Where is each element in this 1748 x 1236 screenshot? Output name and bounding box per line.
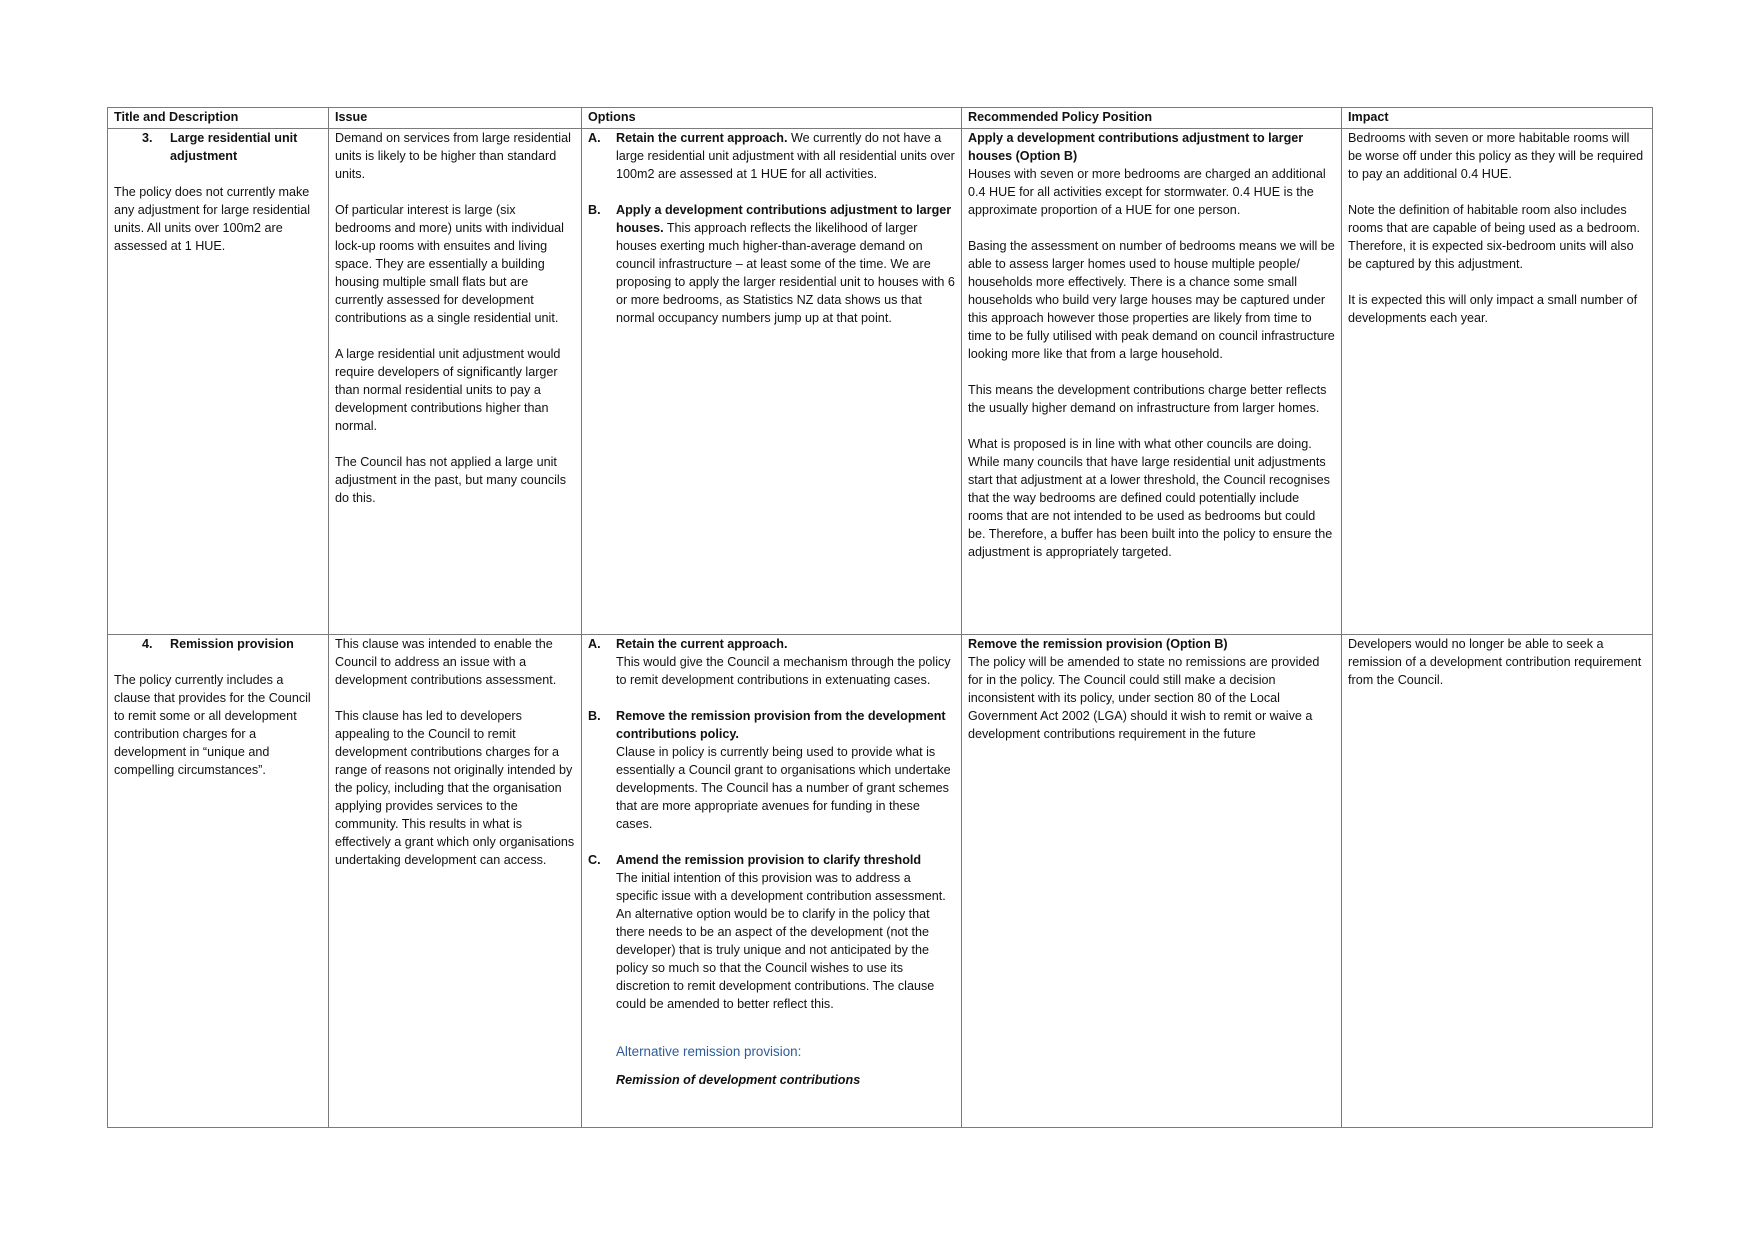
option-text: Clause in policy is currently being used to provide what is essentially a Council grant to organisations which undertake developments. The Council has a number of grant schemes that are more appropriate avenues for funding in these cases. [616, 745, 951, 831]
impact-paragraph: Bedrooms with seven or more habitable rooms will be worse off under this policy as they will be required to pay an additional 0.4 HUE. [1348, 131, 1644, 181]
title-cell [108, 129, 329, 635]
table-row [108, 635, 1653, 1128]
impact-paragraph: Note the definition of habitable room also includes rooms that are capable of being used as a bedroom. Therefore, it is expected six-bedroom units will also be captured by this adjustment. [1348, 203, 1640, 271]
issue-paragraph: The Council has not applied a large unit adjustment in the past, but many councils do this. [335, 455, 567, 505]
option-item [588, 201, 955, 327]
table-row [108, 129, 1653, 635]
option-heading: Apply a development contributions adjustment to larger houses. [616, 203, 952, 235]
impact-cell [1342, 635, 1653, 1128]
option-letter: A. [588, 131, 601, 145]
option-item [588, 129, 955, 183]
header-row [108, 108, 1653, 129]
impact-paragraph: It is expected this will only impact a small number of developments each year. [1348, 293, 1638, 325]
header-issue: Issue [329, 108, 582, 129]
policy-table [107, 107, 1653, 1128]
recommended-cell [962, 129, 1342, 635]
issue-paragraph: This clause was intended to enable the Council to address an issue with a development contributions assessment. [335, 637, 557, 687]
recommended-heading: Apply a development contributions adjustment to larger houses (Option B) [968, 131, 1304, 163]
option-text: This approach reflects the likelihood of larger houses exerting much higher-than-average demand on council infrastructure – at least some of the time. We are proposing to apply the larger residential unit to houses with 6 or more bedrooms, as Statistics NZ data shows us that normal occupancy numbers jump up at that point. [616, 221, 955, 325]
option-letter: C. [588, 853, 601, 867]
header-impact: Impact [1342, 108, 1653, 129]
options-cell [582, 129, 962, 635]
row-number: 3. [142, 131, 153, 145]
option-text: The initial intention of this provision was to address a specific issue with a development contribution assessment. An alternative option would be to clarify in the policy that there needs to be an aspect of the development (not the developer) that is truly unique and not anticipated by the policy so much so that the Council wishes to use its discretion to remit development contributions. The clause could be amended to better reflect this. [616, 871, 946, 1011]
row-title-text: Large residential unit adjustment [170, 131, 298, 163]
option-item [588, 635, 955, 689]
issue-cell [329, 129, 582, 635]
option-text: This would give the Council a mechanism through the policy to remit development contributions in extenuating cases. [616, 655, 951, 687]
recommended-paragraph: Basing the assessment on number of bedrooms means we will be able to assess larger homes used to house multiple people/ households more effectively. There is a chance some small households who build very large houses may be captured under this approach however those properties are likely from time to time to be fully utilised with peak demand on council infrastructure looking more like that from a large household. [968, 239, 1335, 361]
row-title [114, 129, 322, 165]
row-number: 4. [142, 637, 153, 651]
recommended-paragraph: The policy will be amended to state no remissions are provided for in the policy. The Council could still make a decision inconsistent with its policy, under section 80 of the Local Government Act 2002 (LGA) should it wish to remit or waive a development contributions requirement in the future [968, 655, 1320, 741]
option-item [588, 851, 955, 1089]
alternative-provision-title: Alternative remission provision: [616, 1044, 802, 1059]
option-letter: A. [588, 637, 601, 651]
row-title [114, 635, 322, 653]
option-heading: Amend the remission provision to clarify threshold [616, 853, 922, 867]
title-cell [108, 635, 329, 1128]
impact-cell [1342, 129, 1653, 635]
impact-paragraph: Developers would no longer be able to seek a remission of a development contribution requirement from the Council. [1348, 637, 1642, 687]
options-cell [582, 635, 962, 1128]
option-text: We currently do not have a large residential unit adjustment with all residential units over 100m2 are assessed at 1 HUE for all activities. [616, 131, 955, 181]
option-letter: B. [588, 709, 601, 723]
header-recommended: Recommended Policy Position [962, 108, 1342, 129]
recommended-paragraph: Houses with seven or more bedrooms are charged an additional 0.4 HUE for all activities except for stormwater. 0.4 HUE is the approximate proportion of a HUE for one person. [968, 167, 1326, 217]
issue-paragraph: This clause has led to developers appealing to the Council to remit development contributions charges for a range of reasons not originally intended by the policy, including that the organisation applying provides services to the community. This results in what is effectively a grant which only organisations undertaking development can access. [335, 709, 575, 867]
recommended-paragraph: This means the development contributions charge better reflects the usually higher demand on infrastructure from larger homes. [968, 383, 1327, 415]
issue-paragraph: A large residential unit adjustment would require developers of significantly larger than normal residential units to pay a development contributions higher than normal. [335, 347, 561, 433]
header-title: Title and Description [108, 108, 329, 129]
option-heading: Remove the remission provision from the development contributions policy. [616, 709, 946, 741]
row-title-text: Remission provision [170, 637, 294, 651]
header-options: Options [582, 108, 962, 129]
option-heading: Retain the current approach. [616, 131, 788, 145]
option-heading: Retain the current approach. [616, 637, 788, 651]
row-description: The policy does not currently make any adjustment for large residential units. All units over 100m2 are assessed at 1 HUE. [114, 185, 311, 253]
issue-cell [329, 635, 582, 1128]
issue-paragraph: Of particular interest is large (six bedrooms and more) units with individual lock-up rooms with ensuites and living space. They are essentially a building housing multiple small flats but are currently assessed for development contributions as a single residential unit. [335, 203, 564, 325]
option-letter: B. [588, 203, 601, 217]
recommended-paragraph: What is proposed is in line with what other councils are doing. While many councils that have large residential unit adjustments start that adjustment at a lower threshold, the Council recognises that the way bedrooms are defined could potentially include rooms that are not intended to be used as bedrooms but could be. Therefore, a buffer has been built into the policy to ensure the adjustment is appropriately targeted. [968, 437, 1333, 559]
option-item [588, 707, 955, 833]
row-description: The policy currently includes a clause that provides for the Council to remit some or all development contribution charges for a development in “unique and compelling circumstances”. [114, 673, 311, 777]
recommended-cell [962, 635, 1342, 1128]
alternative-provision-heading: Remission of development contributions [616, 1073, 861, 1087]
recommended-heading: Remove the remission provision (Option B) [968, 637, 1228, 651]
issue-paragraph: Demand on services from large residential units is likely to be higher than standard units. [335, 131, 571, 181]
